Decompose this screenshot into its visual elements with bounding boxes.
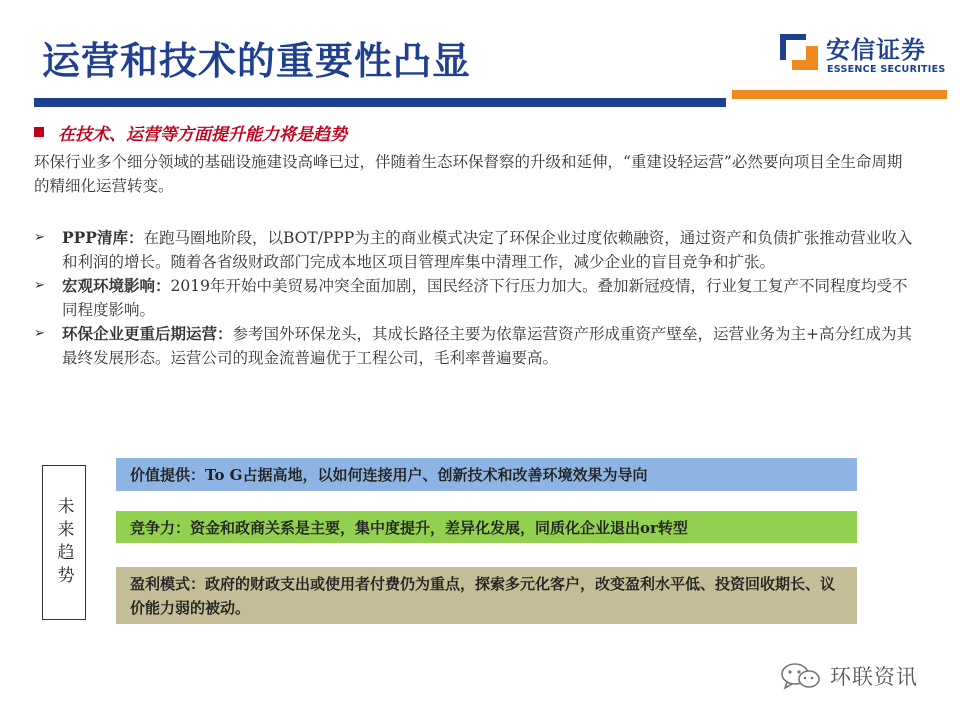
trend-box-profit-model [116,567,857,624]
watermark-text: 环联资讯 [830,665,918,689]
trend-text: 价值提供：To G占据高地，以如何连接用户、创新技术和改善环境效果为导向 [130,466,648,484]
square-bullet-icon [34,127,44,137]
company-logo [778,28,948,80]
future-trend-label: 未来趋势 [53,496,74,589]
logo-name-en: ESSENCE SECURITIES [827,64,946,75]
bullet-title: 环保企业更重后期运营： [62,324,233,343]
bullet-item [34,322,914,370]
trend-box-value [116,458,857,491]
arrow-bullet-icon: ➢ [34,278,45,293]
future-trend-label-box [42,465,86,620]
bullet-text: 在跑马圈地阶段，以BOT/PPP为主的商业模式决定了环保企业过度依赖融资，通过资产和负债扩张推动营业收入和利润的增长。随着各省级财政部门完成本地区项目管理库集中清理工作，减少企业的盲目竞争和扩张。 [62,229,913,271]
header-rule [34,98,726,107]
wechat-icon [778,661,822,691]
section-heading-text: 在技术、运营等方面提升能力将是趋势 [58,124,347,145]
header-accent-bar [732,90,947,99]
bullet-title: 宏观环境影响： [62,276,171,295]
arrow-bullet-icon: ➢ [34,230,45,245]
section-heading [34,120,347,144]
trend-text: 盈利模式：政府的财政支出或使用者付费仍为重点，探索多元化客户，改变盈利水平低、投资回收期长、议价能力弱的被动。 [130,574,836,617]
bullet-list [34,226,914,370]
slide-title: 运营和技术的重要性凸显 [42,39,472,83]
bullet-item [34,274,914,322]
logo-icon [778,32,820,72]
bullet-text: 参考国外环保龙头，其成长路径主要为依靠运营资产形成重资产壁垒，运营业务为主+高分红成为其最终发展形态。运营公司的现金流普遍优于工程公司，毛利率普遍要高。 [62,325,913,367]
logo-name-cn: 安信证券 [826,36,926,64]
bullet-item [34,226,914,274]
bullet-text: 2019年开始中美贸易冲突全面加剧，国民经济下行压力加大。叠加新冠疫情，行业复工复产不同程度均受不同程度影响。 [62,277,908,319]
bullet-title: PPP清库： [62,228,144,247]
watermark [778,661,918,691]
intro-paragraph: 环保行业多个细分领域的基础设施建设高峰已过，伴随着生态环保督察的升级和延伸，“重建设轻运营”必然要向项目全生命周期的精细化运营转变。 [34,153,903,195]
trend-text: 竞争力：资金和政商关系是主要，集中度提升，差异化发展，同质化企业退出or转型 [130,518,688,537]
arrow-bullet-icon: ➢ [34,326,45,341]
trend-box-competition [116,511,857,543]
